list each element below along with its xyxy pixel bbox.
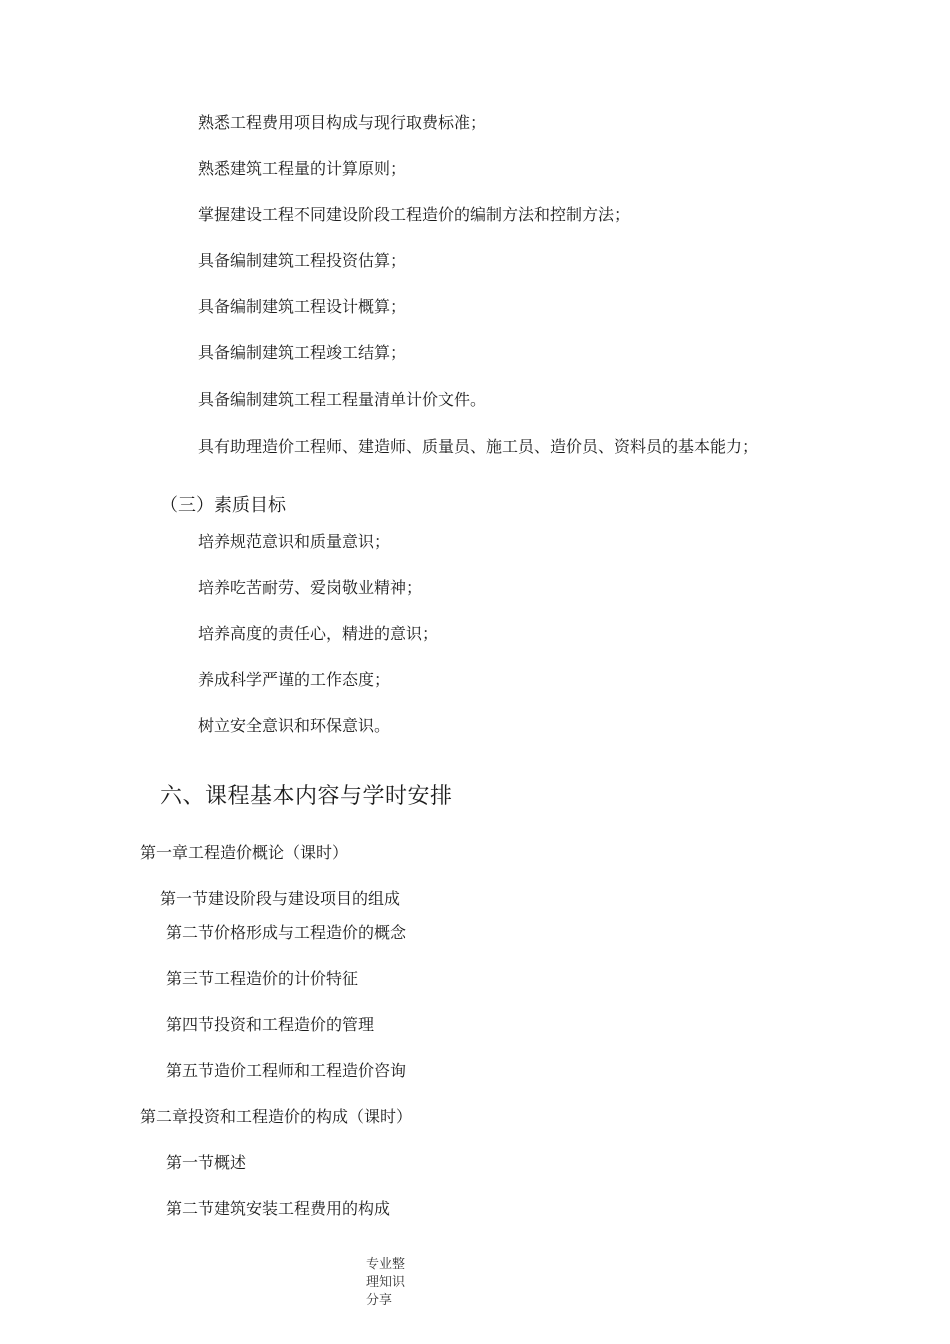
- quality-item: 培养规范意识和质量意识；: [198, 532, 391, 551]
- chapter-title: 第二章投资和工程造价的构成（课时）: [140, 1107, 413, 1126]
- section-item: 第一节概述: [166, 1153, 247, 1172]
- ability-item: 具备编制建筑工程设计概算；: [198, 297, 407, 316]
- quality-heading: （三）素质目标: [160, 495, 286, 516]
- section-heading: 六、课程基本内容与学时安排: [160, 784, 453, 809]
- quality-item: 养成科学严谨的工作态度；: [198, 670, 391, 689]
- ability-item: 具备编制建筑工程投资估算；: [198, 251, 407, 270]
- section-item: 第二节价格形成与工程造价的概念: [166, 923, 407, 942]
- section-item: 第二节建筑安装工程费用的构成: [166, 1199, 391, 1218]
- section-item: 第四节投资和工程造价的管理: [166, 1015, 375, 1034]
- page-footer: 专业整理知识分享: [366, 1257, 406, 1308]
- ability-item: 掌握建设工程不同建设阶段工程造价的编制方法和控制方法；: [198, 205, 631, 224]
- section-item: 第一节建设阶段与建设项目的组成: [160, 889, 401, 908]
- ability-item: 具有助理造价工程师、建造师、质量员、施工员、造价员、资料员的基本能力；: [198, 437, 759, 456]
- ability-item: 具备编制建筑工程工程量清单计价文件。: [198, 390, 487, 409]
- ability-item: 熟悉工程费用项目构成与现行取费标准；: [198, 113, 487, 132]
- ability-item: 熟悉建筑工程量的计算原则；: [198, 159, 407, 178]
- ability-item: 具备编制建筑工程竣工结算；: [198, 343, 407, 362]
- quality-item: 培养吃苦耐劳、爱岗敬业精神；: [198, 578, 423, 597]
- chapter-title: 第一章工程造价概论（课时）: [140, 843, 349, 862]
- section-item: 第五节造价工程师和工程造价咨询: [166, 1061, 407, 1080]
- section-item: 第三节工程造价的计价特征: [166, 969, 359, 988]
- quality-item: 培养高度的责任心，精进的意识；: [198, 624, 439, 643]
- quality-item: 树立安全意识和环保意识。: [198, 716, 391, 735]
